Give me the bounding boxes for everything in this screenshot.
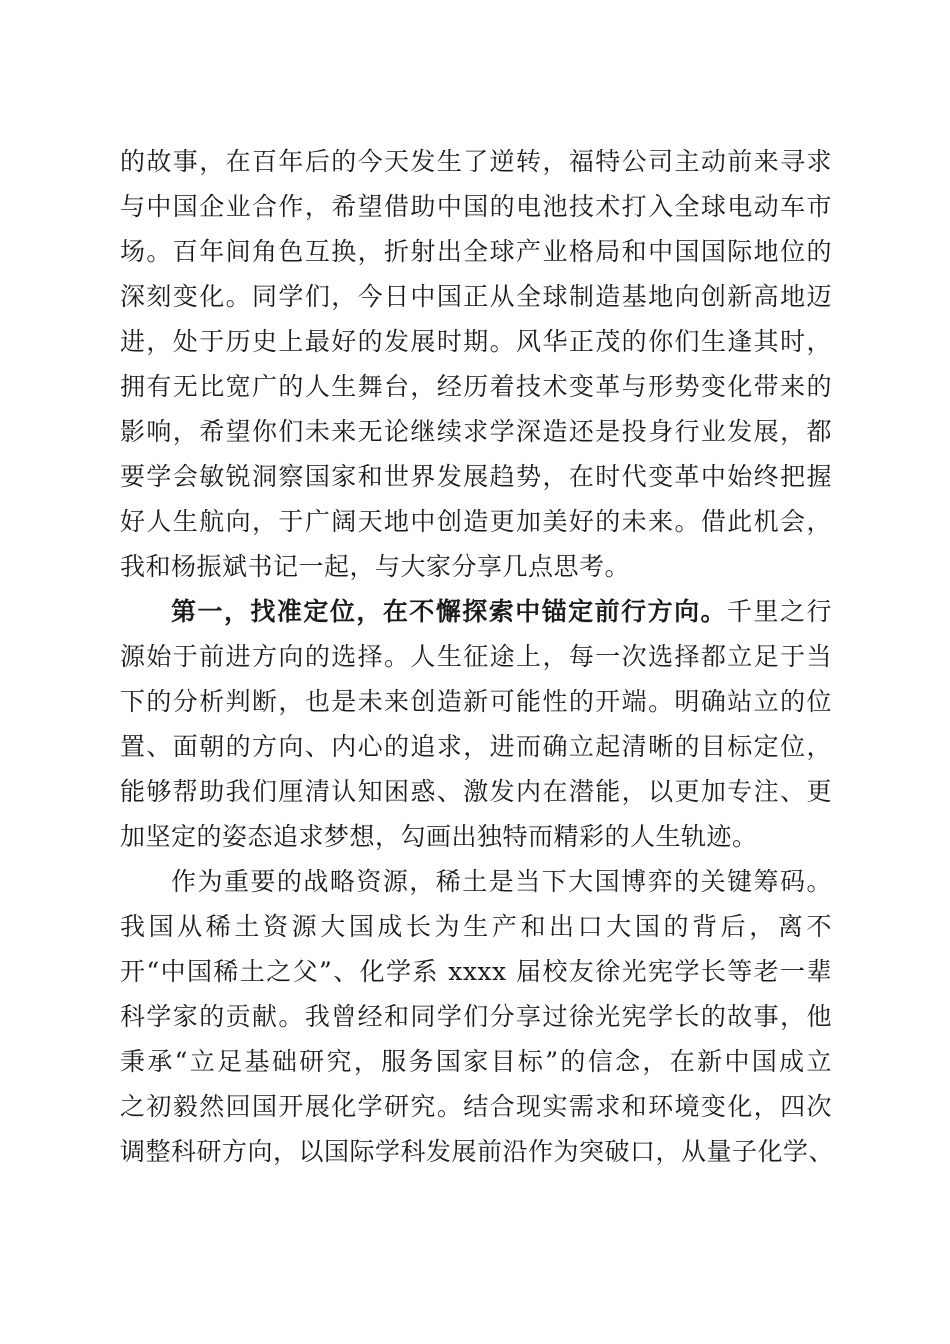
text-line: 调整科研方向，以国际学科发展前沿作为突破口，从量子化学、 bbox=[120, 1137, 835, 1166]
text-line: 与中国企业合作，希望借助中国的电池技术打入全球电动车市 bbox=[120, 192, 832, 221]
text-line: 源始于前进方向的选择。人生征途上，每一次选择都立足于当 bbox=[120, 642, 832, 671]
text-line: 要学会敏锐洞察国家和世界发展趋势，在时代变革中始终把握 bbox=[120, 462, 832, 491]
text-line: 下的分析判断，也是未来创造新可能性的开端。明确站立的位 bbox=[120, 687, 832, 716]
section-heading: 第一，找准定位，在不懈探索中锚定前行方向。 bbox=[171, 597, 728, 626]
text-line: 置、面朝的方向、内心的追求，进而确立起清晰的目标定位， bbox=[120, 732, 832, 761]
text-line: 拥有无比宽广的人生舞台，经历着技术变革与形势变化带来的 bbox=[120, 372, 832, 401]
text-line: 加坚定的姿态追求梦想，勾画出独特而精彩的人生轨迹。 bbox=[120, 822, 758, 851]
text-line: 好人生航向，于广阔天地中创造更加美好的未来。借此机会， bbox=[120, 507, 832, 536]
text-line: 秉承“立足基础研究，服务国家目标”的信念，在新中国成立 bbox=[120, 1047, 832, 1076]
heading-line-rest: 千里之行 bbox=[727, 597, 832, 626]
text-line: 深刻变化。同学们，今日中国正从全球制造基地向创新高地迈 bbox=[120, 282, 832, 311]
text-line: 我和杨振斌书记一起，与大家分享几点思考。 bbox=[120, 552, 631, 581]
text-line: 科学家的贡献。我曾经和同学们分享过徐光宪学长的故事，他 bbox=[120, 1002, 832, 1031]
section-heading-line bbox=[171, 592, 832, 632]
text-line: 开“中国稀土之父”、化学系 xxxx 届校友徐光宪学长等老一辈 bbox=[120, 957, 832, 986]
text-line: 作为重要的战略资源，稀土是当下大国博弈的关键筹码。 bbox=[171, 867, 832, 896]
text-line: 的故事，在百年后的今天发生了逆转，福特公司主动前来寻求 bbox=[120, 147, 832, 176]
text-line: 能够帮助我们厘清认知困惑、激发内在潜能，以更加专注、更 bbox=[120, 777, 832, 806]
text-line: 进，处于历史上最好的发展时期。风华正茂的你们生逢其时， bbox=[120, 327, 832, 356]
text-line: 之初毅然回国开展化学研究。结合现实需求和环境变化，四次 bbox=[120, 1092, 832, 1121]
text-line: 我国从稀土资源大国成长为生产和出口大国的背后，离不 bbox=[120, 912, 832, 941]
text-line: 影响，希望你们未来无论继续求学深造还是投身行业发展，都 bbox=[120, 417, 832, 446]
text-line: 场。百年间角色互换，折射出全球产业格局和中国国际地位的 bbox=[120, 237, 832, 266]
